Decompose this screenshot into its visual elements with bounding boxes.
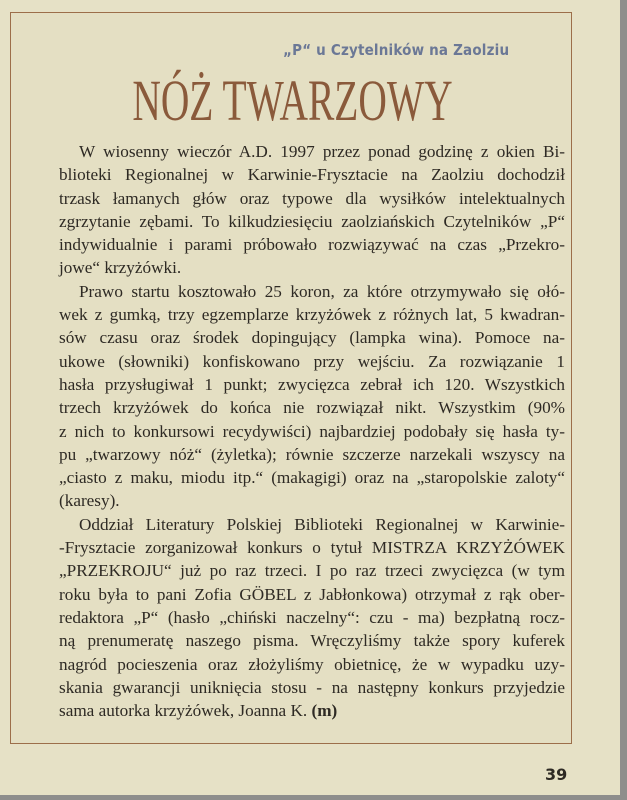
text-line-content: (karesy). (59, 491, 120, 511)
text-line-content: redaktora „P“ (hasło „chiński naczelny“: czu - ma) bezpłatną rocz- (59, 607, 565, 627)
text-line (59, 233, 565, 256)
text-line (59, 140, 565, 163)
text-line (59, 396, 565, 419)
text-line (59, 653, 565, 676)
text-line (59, 443, 565, 466)
text-line-content: z nich to konkursowi recydywiści) najbardziej podobały się hasła ty- (59, 421, 565, 441)
text-line-content: ukowe (słowniki) konfiskowano przy wejściu. Za rozwiązanie 1 (59, 351, 565, 371)
text-line-content: zgrzytanie zębami. To kilkudziesięciu zaolziańskich Czytelników „P“ (59, 211, 565, 231)
paragraph (59, 280, 565, 513)
text-line (59, 210, 565, 233)
text-line-content: wek z gumką, trzy egzemplarze krzyżówek z różnych lat, 5 kwadran- (59, 305, 565, 325)
text-line (59, 559, 565, 582)
text-line (59, 280, 565, 303)
text-line-content: pu „twarzowy nóż“ (żyletka); równie szczerze narzekali wszyscy na (59, 444, 565, 464)
text-line (59, 676, 565, 699)
text-line (59, 489, 565, 512)
text-line (59, 303, 565, 326)
text-line-content: „PRZEKROJU“ już po raz trzeci. I po raz trzeci zwycięzca (w tym (59, 561, 565, 581)
text-line (59, 513, 565, 536)
text-line-content: hasła przysługiwał 1 punkt; zwycięzca zebrał ich 120. Wszystkich (59, 374, 565, 394)
text-line-content: trzask łamanych głów oraz typowe dla wysiłków intelektualnych (59, 188, 565, 208)
text-line (59, 256, 565, 279)
text-line-content: sów czasu oraz środek dopingujący (lampka wina). Pomoce na- (59, 328, 565, 348)
paragraph (59, 513, 565, 723)
article-title (11, 68, 573, 133)
text-line (59, 583, 565, 606)
text-line-content: nagród pocieszenia oraz złożyliśmy obietnicę, że w wypadku uzy- (59, 654, 565, 674)
text-line (59, 629, 565, 652)
text-line-content: indywidualnie i parami próbowało rozwiązywać na czas „Przekro- (59, 235, 565, 255)
text-line-content: skania gwarancji uniknięcia stosu - na następny konkurs przyjedzie (59, 677, 565, 697)
article-title-text: NÓŻ TWARZOWY (131, 68, 453, 133)
text-line-content: jowe“ krzyżówki. (59, 258, 182, 278)
text-line (59, 350, 565, 373)
text-line-content: sama autorka krzyżówek, Joanna K. (59, 701, 308, 721)
paragraph (59, 140, 565, 280)
text-line (59, 466, 565, 489)
author-signature: (m) (311, 701, 338, 721)
page-number: 39 (545, 765, 568, 784)
text-line-content: Prawo startu kosztowało 25 koron, za które otrzymywało się ołó- (79, 281, 565, 301)
text-line-content: -Frysztacie zorganizował konkurs o tytuł MISTRZA KRZYŻÓWEK (59, 538, 565, 558)
text-line-content: „ciasto z maku, miodu itp.“ (makagigi) oraz na „staropolskie zaloty“ (59, 468, 565, 488)
text-line-content: ną prenumeratę naszego pisma. Wręczyliśmy także spory kuferek (59, 631, 565, 651)
text-line-content: Oddział Literatury Polskiej Biblioteki Regionalnej w Karwinie- (79, 514, 565, 534)
text-line-content: trzech krzyżówek do końca nie rozwiązał nikt. Wszystkim (90% (59, 398, 565, 418)
article-body (59, 140, 565, 722)
text-line (59, 606, 565, 629)
text-line (59, 536, 565, 559)
text-line (59, 163, 565, 186)
text-line-content: blioteki Regionalnej w Karwinie-Frysztacie na Zaolziu dochodził (59, 165, 565, 185)
text-line-content: roku była to pani Zofia GÖBEL z Jabłonkowa) otrzymał z rąk ober- (59, 584, 565, 604)
section-kicker: „P“ u Czytelników na Zaolziu (282, 41, 509, 59)
text-line (59, 373, 565, 396)
text-line (59, 326, 565, 349)
text-line (59, 699, 565, 722)
text-line (59, 420, 565, 443)
text-line-content: W wiosenny wieczór A.D. 1997 przez ponad godzinę z okien Bi- (79, 142, 565, 161)
text-line (59, 187, 565, 210)
